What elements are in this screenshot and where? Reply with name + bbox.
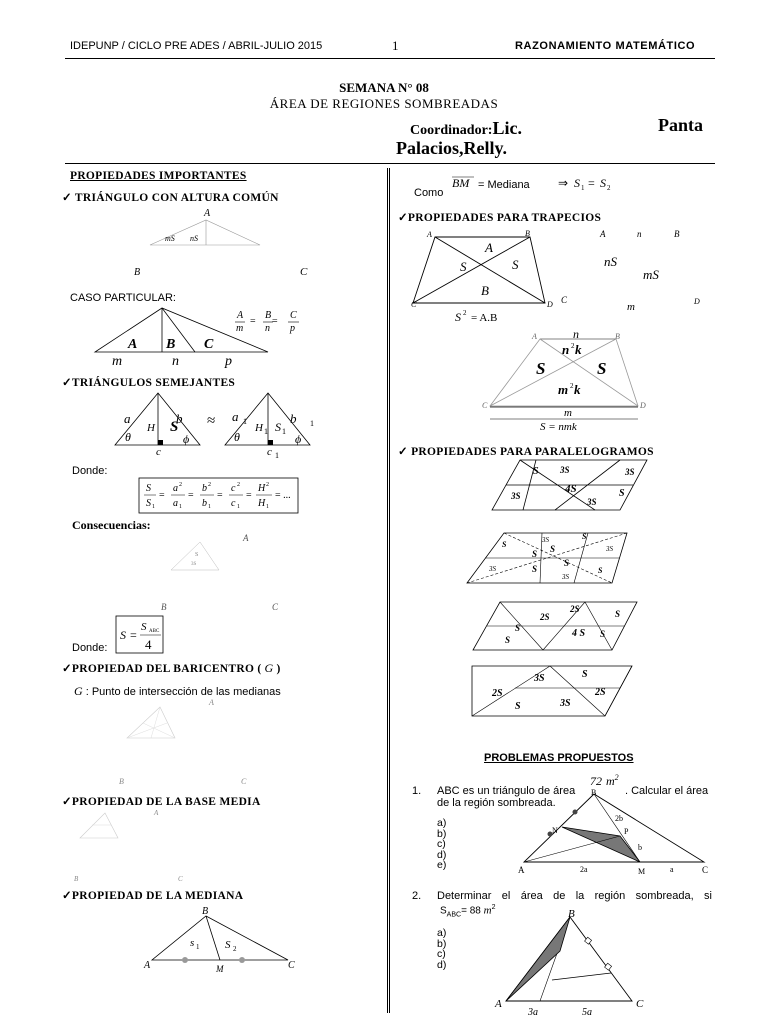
consequences-figure: [155, 528, 285, 618]
svg-text:S: S: [598, 566, 603, 575]
svg-text:3S: 3S: [606, 545, 613, 553]
svg-text:S: S: [502, 540, 507, 549]
svg-text:1: 1: [266, 504, 269, 510]
svg-text:S: S: [141, 621, 147, 633]
similarity-ratio-formula: [138, 477, 300, 515]
svg-text:H: H: [147, 422, 155, 434]
section-parallelogram: ✓ PROPIEDADES PARA PARALELOGRAMOS: [398, 446, 654, 458]
trapezoid-figure-2: [560, 225, 710, 320]
svg-text:B: B: [615, 332, 620, 341]
svg-text:ϕ: ϕ: [295, 432, 302, 446]
svg-text:P: P: [624, 827, 629, 836]
problem-1-choices: [437, 818, 446, 871]
svg-text:3S: 3S: [191, 562, 197, 567]
svg-text:N: N: [552, 826, 558, 835]
header-rule: [65, 58, 715, 59]
svg-text:S: S: [512, 257, 519, 272]
median-figure: [140, 900, 300, 975]
section-median: ✓PROPIEDAD DE LA MEDIANA: [62, 890, 244, 902]
svg-text:b: b: [202, 498, 207, 509]
svg-text:B: B: [202, 906, 209, 917]
caso-particular-figure: [90, 300, 290, 370]
svg-text:=: =: [250, 316, 256, 327]
svg-text:nS: nS: [190, 234, 198, 243]
svg-text:S: S: [582, 669, 588, 680]
caso-particular-formula-tail: [272, 300, 312, 340]
svg-text:3S: 3S: [625, 467, 635, 477]
svg-text:B: B: [161, 602, 167, 612]
svg-text:c: c: [156, 446, 161, 458]
svg-text:B: B: [568, 908, 575, 920]
column-separator: [387, 168, 390, 1013]
svg-text:c: c: [267, 446, 272, 458]
base-media-figure: [70, 805, 190, 885]
svg-text:S: S: [505, 635, 511, 645]
svg-text:C: C: [290, 310, 297, 321]
svg-text:2: 2: [570, 382, 574, 390]
parallelogram-figure-2: [462, 525, 632, 590]
parallelogram-figure-4: [460, 663, 645, 723]
svg-text:B: B: [481, 283, 489, 298]
coordinator-name-b: Palacios,Relly.: [396, 138, 507, 158]
svg-text:C: C: [561, 295, 568, 305]
svg-text:B: B: [674, 229, 680, 239]
svg-text:3a: 3a: [528, 1007, 538, 1017]
svg-text:= A.B: = A.B: [471, 312, 498, 324]
svg-text:C: C: [300, 266, 308, 278]
svg-text:2a: 2a: [580, 865, 588, 874]
consequences-label: Consecuencias:: [72, 518, 151, 532]
svg-text:C: C: [272, 602, 279, 612]
svg-text:S: S: [195, 552, 199, 558]
svg-text:4S: 4S: [565, 483, 577, 495]
svg-text:p: p: [225, 354, 232, 369]
como-label: Como: [414, 187, 444, 199]
section-base-media: ✓PROPIEDAD DE LA BASE MEDIA: [62, 796, 261, 808]
svg-text:S: S: [120, 628, 126, 642]
svg-text:S: S: [536, 359, 546, 378]
svg-text:2: 2: [463, 309, 467, 317]
svg-text:S: S: [515, 701, 521, 712]
svg-text:2: 2: [607, 184, 611, 192]
svg-text:A: A: [128, 337, 138, 352]
svg-text:a: a: [173, 498, 178, 509]
problem-2-choices: [437, 928, 446, 970]
svg-text:2S: 2S: [595, 687, 606, 698]
svg-text:a: a: [232, 409, 239, 424]
svg-text:C: C: [702, 865, 709, 875]
svg-text:=: =: [217, 490, 223, 501]
svg-text:S: S: [532, 549, 538, 559]
similar-triangles-figure: [110, 385, 325, 460]
header-right: RAZONAMIENTO MATEMÁTICO: [515, 40, 696, 52]
svg-text:2: 2: [233, 945, 237, 953]
svg-text:S: S: [600, 629, 606, 639]
svg-text:θ: θ: [125, 430, 131, 444]
svg-text:S: S: [225, 939, 231, 951]
svg-text:3S: 3S: [562, 573, 569, 581]
coordinator-label: Coordinador:Lic.: [410, 118, 522, 138]
header-left: IDEPUNP / CICLO PRE ADES / ABRIL-JULIO 2015: [70, 40, 323, 52]
svg-text:4 S: 4 S: [572, 628, 586, 639]
problem-1-text-a: ABC es un triángulo de área: [437, 785, 576, 797]
svg-text:a: a: [124, 411, 131, 426]
svg-text:B: B: [591, 788, 597, 797]
svg-text:A: A: [532, 332, 537, 341]
svg-text:1: 1: [581, 184, 585, 192]
problem-2-area: $S_{ABC}= 88$ $m^2$: [440, 904, 496, 919]
baricentro-area-formula: [115, 615, 165, 655]
svg-text:2: 2: [237, 482, 240, 488]
svg-text:S: S: [574, 176, 580, 190]
donde-label-1: Donde:: [72, 465, 108, 477]
p2-choice-d[interactable]: d): [437, 958, 447, 971]
problem-2-text: Determinar el área de la región sombreada, si: [437, 890, 712, 902]
svg-text:BM: BM: [452, 176, 470, 190]
svg-text:=: =: [272, 316, 278, 327]
svg-text:D: D: [694, 297, 700, 306]
svg-text:n: n: [573, 328, 579, 341]
svg-text:2: 2: [208, 482, 211, 488]
svg-text:S: S: [533, 466, 539, 477]
svg-text:1: 1: [243, 417, 247, 426]
svg-text:a: a: [670, 865, 674, 874]
svg-text:ABC: ABC: [149, 629, 160, 634]
svg-text:A: A: [427, 230, 432, 239]
problem-1-text-b: . Calcular el área: [625, 785, 709, 797]
problem-1-figure: [512, 788, 717, 878]
p2-choice-b[interactable]: b): [437, 937, 447, 950]
svg-text:n: n: [265, 323, 270, 334]
svg-text:S: S: [515, 623, 521, 633]
svg-text:C: C: [178, 875, 183, 883]
section-rule: [65, 163, 715, 164]
svg-text:b: b: [290, 411, 297, 426]
svg-text:1: 1: [275, 451, 279, 460]
properties-title: PROPIEDADES IMPORTANTES: [70, 170, 247, 182]
svg-text:A: A: [237, 310, 244, 321]
svg-text:S: S: [550, 544, 556, 554]
svg-text:B: B: [119, 777, 124, 785]
svg-text:H: H: [255, 422, 263, 434]
svg-text:S: S: [170, 419, 179, 435]
svg-text:B: B: [166, 337, 176, 352]
svg-text:m: m: [558, 382, 569, 397]
svg-text:n: n: [562, 342, 570, 357]
svg-text:A: A: [204, 208, 211, 219]
svg-text:m: m: [627, 301, 635, 313]
svg-text:S: S: [146, 483, 151, 494]
svg-text:A: A: [518, 865, 525, 875]
g-note: G : Punto de intersección de las medianas: [74, 684, 281, 698]
svg-text:3S: 3S: [560, 698, 571, 709]
svg-text:S: S: [275, 420, 281, 434]
svg-text:1: 1: [152, 504, 155, 510]
svg-text:1: 1: [208, 504, 211, 510]
svg-text:S: S: [564, 558, 570, 568]
section-baricentro: ✓PROPIEDAD DEL BARICENTRO ( G ): [62, 661, 281, 675]
svg-text:A: A: [600, 229, 606, 239]
svg-text:=: =: [130, 628, 137, 642]
svg-text:b: b: [638, 843, 642, 852]
svg-text:c: c: [231, 498, 236, 509]
svg-text:s: s: [190, 937, 195, 949]
svg-text:3S: 3S: [560, 465, 570, 475]
p1-choice-c[interactable]: c): [437, 838, 446, 850]
parallelogram-figure-1: [455, 452, 655, 517]
svg-text:2S: 2S: [540, 612, 550, 622]
svg-text:A: A: [485, 240, 493, 255]
topic-title: ÁREA DE REGIONES SOMBREADAS: [269, 96, 499, 111]
section-similar-triangles: ✓TRIÁNGULOS SEMEJANTES: [62, 377, 236, 389]
svg-text:1: 1: [264, 427, 268, 436]
svg-text:C: C: [411, 300, 417, 309]
svg-text:A: A: [209, 698, 214, 707]
svg-text:m: m: [236, 323, 244, 334]
p2-choice-a[interactable]: a): [437, 927, 447, 939]
svg-text:M: M: [638, 867, 646, 876]
svg-text:3S: 3S: [534, 673, 545, 684]
problem-1-area: 72 $m^2$: [590, 773, 619, 788]
caso-particular: CASO PARTICULAR:: [70, 292, 176, 304]
svg-text:b: b: [176, 411, 183, 426]
median-condition: [450, 173, 620, 193]
svg-text:4: 4: [145, 637, 152, 652]
svg-text:mS: mS: [643, 267, 659, 282]
svg-text:2S: 2S: [492, 688, 503, 699]
svg-text:θ: θ: [234, 430, 240, 444]
svg-text:S = nmk: S = nmk: [540, 421, 577, 433]
svg-text:=: =: [159, 490, 165, 501]
svg-text:2b: 2b: [615, 814, 623, 823]
svg-text:c: c: [231, 483, 236, 494]
problem-2-figure: [490, 905, 660, 1017]
svg-text:2: 2: [179, 482, 182, 488]
svg-text:2S: 2S: [570, 604, 580, 614]
svg-text:= ...: = ...: [275, 490, 291, 501]
svg-text:D: D: [640, 401, 646, 410]
svg-text:A: A: [495, 998, 502, 1010]
svg-text:S: S: [532, 564, 538, 574]
section-trapezoid: ✓PROPIEDADES PARA TRAPECIOS: [398, 212, 602, 224]
svg-text:m: m: [564, 407, 572, 419]
p2-choice-c[interactable]: c): [437, 948, 446, 960]
svg-text:3S: 3S: [489, 565, 496, 573]
svg-text:S: S: [582, 532, 587, 541]
svg-text:C: C: [241, 777, 247, 785]
svg-text:n: n: [172, 354, 179, 369]
svg-text:3S: 3S: [511, 491, 521, 501]
problem-2-number: 2.: [412, 890, 422, 902]
svg-text:1: 1: [237, 504, 240, 510]
p1-choice-d[interactable]: d): [437, 848, 447, 861]
svg-text:1: 1: [179, 504, 182, 510]
svg-text:S: S: [146, 498, 151, 509]
svg-text:S: S: [600, 176, 606, 190]
problem-1-number: 1.: [412, 785, 422, 797]
svg-text:B: B: [134, 267, 141, 278]
coordinator-name-a: Panta: [658, 115, 703, 135]
svg-text:1: 1: [282, 427, 286, 436]
svg-text:k: k: [574, 382, 581, 397]
svg-text:B: B: [525, 229, 530, 238]
svg-text:1: 1: [196, 943, 200, 951]
svg-text:a: a: [173, 483, 178, 494]
svg-text:H: H: [258, 483, 266, 494]
svg-text:≈: ≈: [207, 413, 216, 429]
svg-text:H: H: [258, 498, 266, 509]
parallelogram-figure-3: [465, 597, 645, 657]
week-title: SEMANA N° 08: [339, 80, 429, 95]
svg-text:5a: 5a: [582, 1007, 592, 1017]
svg-text:=: =: [188, 490, 194, 501]
p1-choice-e[interactable]: e): [437, 859, 447, 871]
svg-text:A: A: [144, 960, 151, 971]
svg-text:2: 2: [266, 482, 269, 488]
trapezoid-figure-3: [480, 328, 655, 433]
svg-text:B: B: [265, 310, 272, 321]
section-common-height: ✓ TRIÁNGULO CON ALTURA COMÚN: [62, 192, 279, 204]
svg-text:k: k: [575, 342, 582, 357]
svg-text:B: B: [74, 875, 79, 883]
svg-text:S: S: [460, 259, 467, 274]
svg-text:n: n: [637, 229, 642, 239]
svg-text:nS: nS: [604, 254, 617, 269]
svg-text:C: C: [636, 998, 644, 1010]
trapezoid-figure-1: [405, 225, 555, 325]
mediana-label: = Mediana: [478, 179, 530, 191]
svg-text:3S: 3S: [542, 536, 549, 544]
svg-text:M: M: [216, 964, 224, 974]
svg-text:⇒: ⇒: [558, 176, 569, 190]
svg-text:D: D: [547, 300, 553, 309]
problem-1-text-c: de la región sombreada.: [437, 797, 556, 809]
svg-text:C: C: [482, 401, 488, 410]
svg-text:A: A: [154, 809, 159, 817]
svg-text:b: b: [202, 483, 207, 494]
svg-text:3S: 3S: [587, 497, 597, 507]
p1-choice-b[interactable]: b): [437, 827, 447, 840]
svg-text:1: 1: [310, 419, 314, 428]
common-height-figure: [120, 200, 320, 280]
svg-text:=: =: [588, 176, 595, 190]
svg-text:S: S: [597, 359, 607, 378]
page-number: 1: [392, 38, 399, 53]
svg-text:C: C: [204, 337, 214, 352]
donde-label-2: Donde:: [72, 642, 108, 654]
svg-text:mS: mS: [165, 234, 175, 243]
svg-text:S: S: [615, 609, 621, 619]
svg-text:ϕ: ϕ: [183, 432, 190, 446]
svg-text:=: =: [246, 490, 252, 501]
svg-text:p: p: [290, 323, 295, 334]
svg-text:S: S: [455, 310, 461, 324]
svg-text:m: m: [112, 354, 123, 369]
problems-title: PROBLEMAS PROPUESTOS: [484, 752, 634, 764]
svg-text:2: 2: [571, 342, 575, 350]
p1-choice-a[interactable]: a): [437, 817, 447, 829]
svg-text:A: A: [243, 533, 249, 543]
svg-text:S: S: [619, 488, 625, 499]
svg-text:C: C: [288, 960, 295, 971]
baricentro-figure: [115, 695, 255, 785]
